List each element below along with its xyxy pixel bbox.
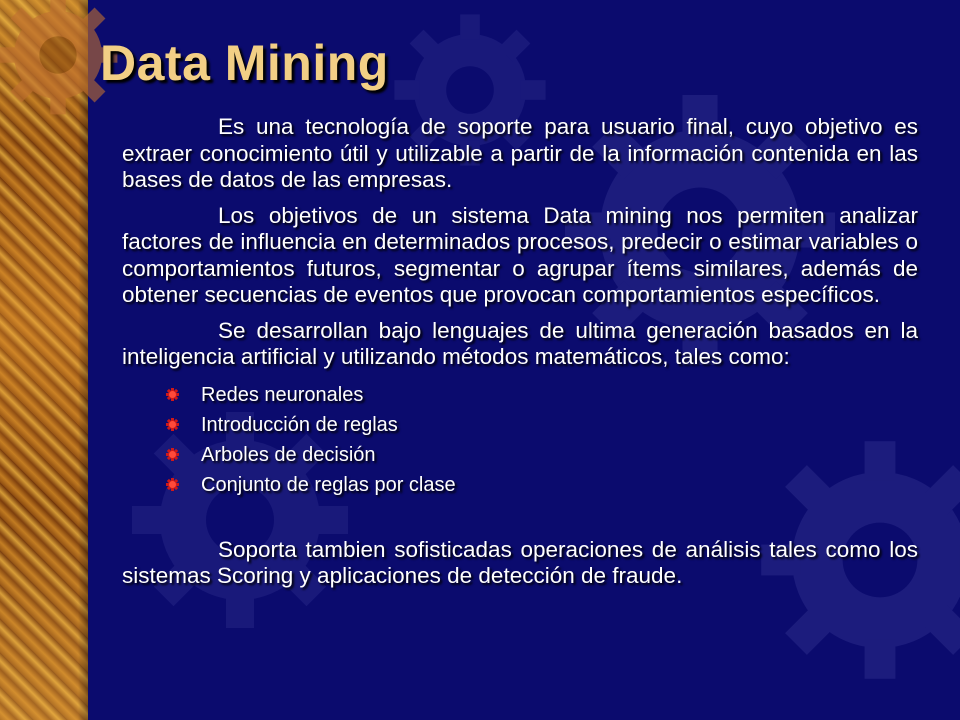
- star-burst-bullet-icon: [166, 418, 179, 431]
- paragraph-methods: Se desarrollan bajo lenguajes de ultima generación basados en la inteligencia artificial y utilizando métodos matemáticos, tales como:: [122, 317, 918, 369]
- star-burst-bullet-icon: [166, 478, 179, 491]
- paragraph-objectives: Los objetivos de un sistema Data mining nos permiten analizar factores de influencia en determinados procesos, predecir o estimar variables o comportamientos futuros, segmentar o agrupar ítems similares, además de obtener secuencias de eventos que provocan comportamientos específicos.: [122, 202, 918, 307]
- methods-list: [122, 380, 918, 500]
- star-burst-bullet-icon: [166, 448, 179, 461]
- paragraph-closing: Soporta tambien sofisticadas operaciones de análisis tales como los sistemas Scoring y aplicaciones de detección de fraude.: [122, 536, 918, 588]
- list-item: [166, 380, 918, 410]
- paragraph-definition: Es una tecnología de soporte para usuario final, cuyo objetivo es extraer conocimiento útil y utilizable a partir de la información contenida en las bases de datos de las empresas.: [122, 114, 918, 192]
- list-item-label: Redes neuronales: [201, 383, 364, 406]
- list-item-label: Introducción de reglas: [201, 413, 398, 436]
- slide-body: [122, 114, 918, 599]
- list-item: [166, 410, 918, 440]
- list-item: [166, 440, 918, 470]
- list-item-label: Arboles de decisión: [201, 443, 376, 466]
- star-burst-bullet-icon: [166, 388, 179, 401]
- slide-title: Data Mining: [100, 35, 389, 91]
- list-item-label: Conjunto de reglas por clase: [201, 473, 456, 496]
- list-item: [166, 470, 918, 500]
